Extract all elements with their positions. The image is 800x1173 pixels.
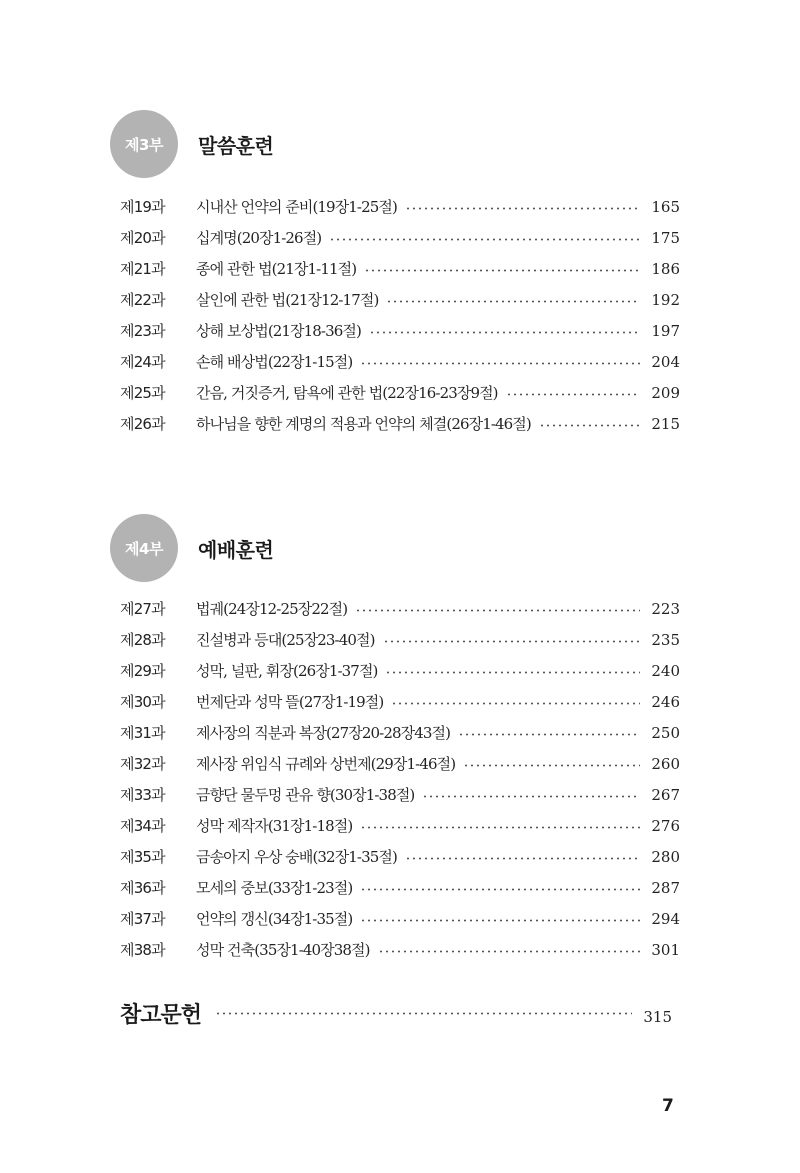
page-ref: 197 [651,322,680,340]
lesson-title: 성막 제작자(31장1-18절) [196,817,353,835]
lesson-number: 제20과 [120,229,165,247]
page-number: 7 [662,1096,674,1116]
lesson-title: 법궤(24장12-25장22절) [196,600,348,618]
page-ref: 165 [651,198,680,216]
dot-leader [506,393,640,396]
toc-entry[interactable] [120,908,680,932]
lesson-title: 진설병과 등대(25장23-40절) [196,631,375,649]
toc-entry[interactable] [120,877,680,901]
lesson-number: 제31과 [120,724,165,742]
lesson-number: 제34과 [120,817,165,835]
dot-leader [329,238,640,241]
lesson-title: 손해 배상법(22장1-15절) [196,353,353,371]
lesson-number: 제26과 [120,415,165,433]
dot-leader [364,269,640,272]
page-ref: 240 [651,662,680,680]
page-ref: 301 [651,941,680,959]
references-entry[interactable] [120,998,672,1028]
lesson-title: 성막, 널판, 휘장(26장1-37절) [196,662,378,680]
dot-leader [463,764,640,767]
toc-entry[interactable] [120,846,680,870]
toc-entry[interactable] [120,815,680,839]
part-title: 예배훈련 [198,538,274,562]
lesson-number: 제33과 [120,786,165,804]
lesson-number: 제23과 [120,322,165,340]
page-ref: 204 [651,353,680,371]
page-ref: 175 [651,229,680,247]
lesson-number: 제32과 [120,755,165,773]
dot-leader [405,857,640,860]
page-ref: 276 [651,817,680,835]
lesson-number: 제38과 [120,941,165,959]
part-badge: 제3부 [110,110,178,178]
dot-leader [405,207,640,210]
page-ref: 287 [651,879,680,897]
dot-leader [369,331,640,334]
part-header [110,514,710,582]
dot-leader [215,1012,632,1015]
page-ref: 209 [651,384,680,402]
lesson-title: 금송아지 우상 숭배(32장1-35절) [196,848,397,866]
references-label: 참고문헌 [120,1003,202,1028]
toc-entry[interactable] [120,753,680,777]
toc-entry[interactable] [120,227,680,251]
page-ref: 192 [651,291,680,309]
lesson-number: 제27과 [120,600,165,618]
dot-leader [355,609,640,612]
lesson-title: 십계명(20장1-26절) [196,229,322,247]
toc-entry[interactable] [120,784,680,808]
page-ref: 223 [651,600,680,618]
dot-leader [422,795,640,798]
page-ref: 250 [651,724,680,742]
lesson-title: 제사장 위임식 규례와 상번제(29장1-46절) [196,755,456,773]
lesson-title: 상해 보상법(21장18-36절) [196,322,361,340]
lesson-title: 번제단과 성막 뜰(27장1-19절) [196,693,384,711]
dot-leader [458,733,640,736]
page-ref: 280 [651,848,680,866]
lesson-number: 제24과 [120,353,165,371]
lesson-title: 종에 관한 법(21장1-11절) [196,260,357,278]
dot-leader [386,300,640,303]
lesson-title: 금향단 물두멍 관유 향(30장1-38절) [196,786,415,804]
part-header [110,110,710,178]
dot-leader [360,888,640,891]
toc-entry[interactable] [120,351,680,375]
dot-leader [383,640,640,643]
lesson-number: 제25과 [120,384,165,402]
page-ref: 260 [651,755,680,773]
page-ref: 246 [651,693,680,711]
lesson-title: 간음, 거짓증거, 탐욕에 관한 법(22장16-23장9절) [196,384,498,402]
toc-entry[interactable] [120,691,680,715]
lesson-title: 시내산 언약의 준비(19장1-25절) [196,198,397,216]
lesson-title: 하나님을 향한 계명의 적용과 언약의 체결(26장1-46절) [196,415,531,433]
lesson-number: 제19과 [120,198,165,216]
page-ref: 186 [651,260,680,278]
page-ref: 315 [643,1008,672,1026]
page-ref: 294 [651,910,680,928]
toc-entry[interactable] [120,320,680,344]
toc-entry[interactable] [120,939,680,963]
page-ref: 267 [651,786,680,804]
lesson-number: 제22과 [120,291,165,309]
toc-entry[interactable] [120,629,680,653]
toc-entry[interactable] [120,196,680,220]
dot-leader [378,950,640,953]
dot-leader [360,919,640,922]
part-title: 말씀훈련 [198,134,274,158]
dot-leader [391,702,640,705]
lesson-number: 제28과 [120,631,165,649]
lesson-title: 제사장의 직분과 복장(27장20-28장43절) [196,724,451,742]
page-ref: 235 [651,631,680,649]
lesson-title: 살인에 관한 법(21장12-17절) [196,291,379,309]
toc-entry[interactable] [120,660,680,684]
lesson-title: 언약의 갱신(34장1-35절) [196,910,353,928]
dot-leader [385,671,640,674]
dot-leader [539,424,640,427]
toc-entry[interactable] [120,382,680,406]
lesson-number: 제30과 [120,693,165,711]
lesson-number: 제29과 [120,662,165,680]
lesson-number: 제37과 [120,910,165,928]
lesson-number: 제21과 [120,260,165,278]
lesson-title: 모세의 중보(33장1-23절) [196,879,353,897]
lesson-number: 제36과 [120,879,165,897]
part-badge: 제4부 [110,514,178,582]
page-ref: 215 [651,415,680,433]
toc-entry[interactable] [120,413,680,437]
toc-entry[interactable] [120,598,680,622]
toc-entry[interactable] [120,722,680,746]
toc-entry[interactable] [120,289,680,313]
dot-leader [360,362,640,365]
lesson-title: 성막 건축(35장1-40장38절) [196,941,370,959]
dot-leader [360,826,640,829]
toc-entry[interactable] [120,258,680,282]
lesson-number: 제35과 [120,848,165,866]
